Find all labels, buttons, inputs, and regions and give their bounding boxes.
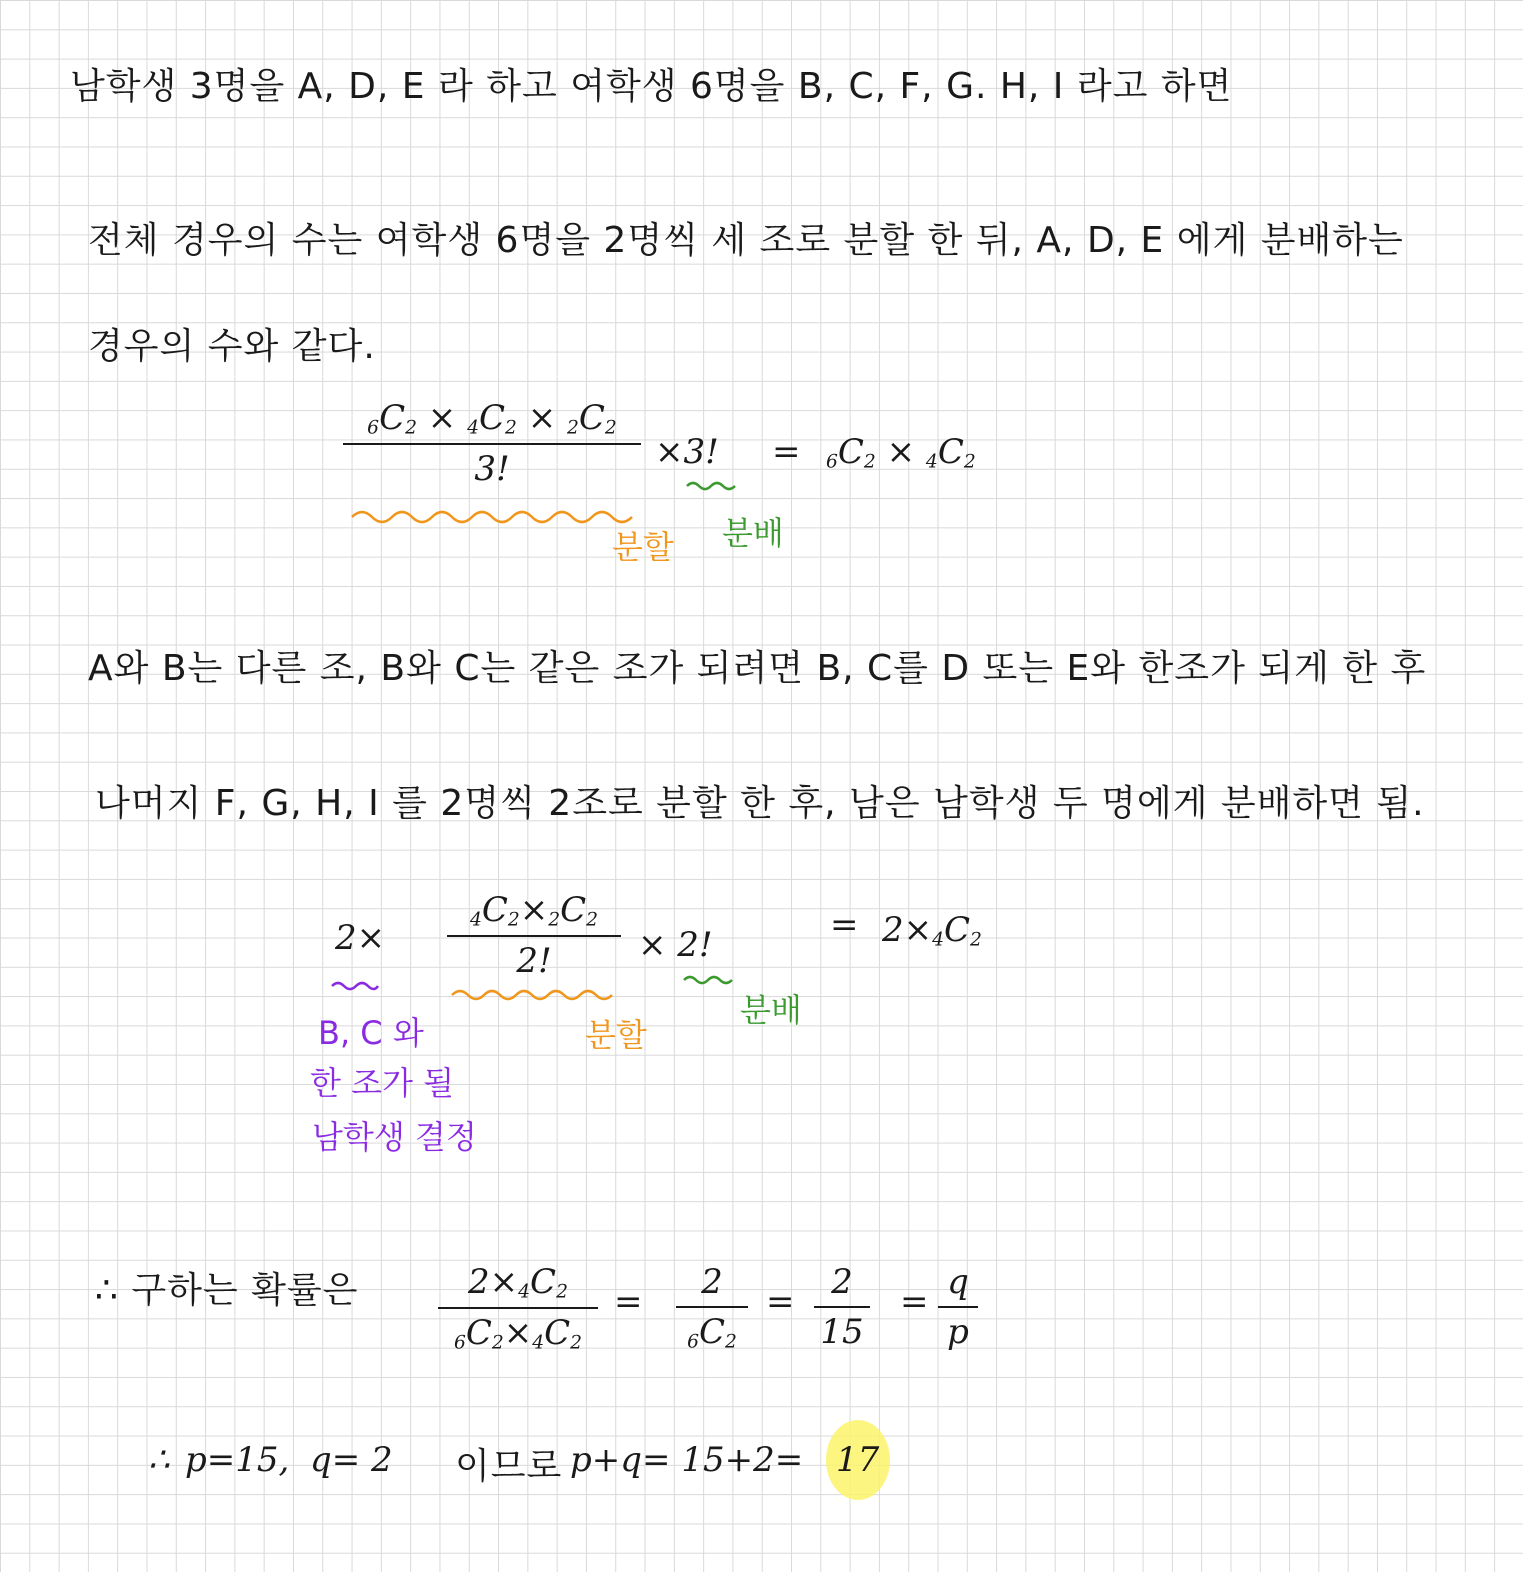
eq2-multiplier: × 2! bbox=[638, 925, 713, 965]
eq3-f3-numerator: 2 bbox=[831, 1262, 853, 1302]
eq2-bc-label-2: 한 조가 될 bbox=[310, 1064, 454, 1102]
eq2-split-label: 분할 bbox=[585, 1016, 647, 1054]
eq3-fraction-3 bbox=[814, 1262, 870, 1352]
eq3-f4-numerator: q bbox=[947, 1262, 969, 1302]
eq3-f1-numerator: $2\times 4C_2$ bbox=[468, 1262, 568, 1303]
eq3-f3-bar bbox=[814, 1306, 870, 1308]
eq2-numerator: $4C_2\times 2C_2$ bbox=[469, 890, 599, 931]
line-3: 경우의 수와 같다. bbox=[88, 326, 376, 367]
line-5: 나머지 F, G, H, I 를 2명씩 2조로 분할 한 후, 남은 남학생 두 명에게 분배하면 됨. bbox=[95, 783, 1425, 824]
eq1-split-underline bbox=[350, 505, 640, 527]
eq2-dist-label: 분배 bbox=[740, 991, 802, 1029]
eq1-multiplier: ×3! bbox=[655, 432, 719, 472]
eq3-f4-denominator: p bbox=[947, 1312, 969, 1352]
final-therefore: ∴ bbox=[148, 1440, 170, 1480]
eq1-numerator: $6C_2 \times 4C_2 \times 2C_2$ bbox=[367, 398, 617, 439]
eq3-f3-denominator: 15 bbox=[820, 1312, 864, 1352]
eq3-equals-2: = bbox=[766, 1282, 795, 1322]
eq2-rhs: $2\times 4C_2$ bbox=[882, 910, 982, 951]
eq2-fraction bbox=[447, 890, 621, 981]
eq3-f2-bar bbox=[676, 1306, 748, 1308]
eq1-dist-label: 분배 bbox=[722, 514, 784, 552]
eq3-fraction-2 bbox=[676, 1262, 748, 1353]
eq3-fraction-1 bbox=[438, 1262, 598, 1353]
eq3-fraction-4 bbox=[938, 1262, 978, 1352]
eq2-denominator: 2! bbox=[516, 940, 552, 981]
line-1: 남학생 3명을 A, D, E 라 하고 여학생 6명을 B, C, F, G. H, I 라고 하면 bbox=[70, 66, 1233, 107]
eq3-f2-numerator: 2 bbox=[701, 1262, 723, 1302]
eq2-bc-label-1: B, C 와 bbox=[318, 1014, 424, 1052]
line-2: 전체 경우의 수는 여학생 6명을 2명씩 세 조로 분할 한 뒤, A, D, E 에게 분배하는 bbox=[88, 220, 1404, 261]
eq2-lead: 2× bbox=[335, 918, 386, 958]
line-4: A와 B는 다른 조, B와 C는 같은 조가 되려면 B, C를 D 또는 E와 한조가 되게 한 후 bbox=[88, 648, 1427, 689]
eq1-fraction bbox=[343, 398, 641, 489]
eq3-f4-bar bbox=[938, 1306, 978, 1308]
eq3-f1-bar bbox=[438, 1307, 598, 1309]
final-sum: p+q= 15+2= bbox=[570, 1440, 804, 1480]
eq1-split-label: 분할 bbox=[612, 528, 674, 566]
eq2-dist-underline bbox=[682, 972, 737, 986]
eq3-f2-denominator: $6C_2$ bbox=[687, 1312, 737, 1353]
eq2-bc-label-3: 남학생 결정 bbox=[312, 1118, 477, 1156]
eq3-equals-3: = bbox=[900, 1282, 929, 1322]
line-6-label: ∴ 구하는 확률은 bbox=[95, 1270, 359, 1311]
eq1-rhs: $6C_2 \times 4C_2$ bbox=[826, 432, 976, 473]
eq1-denominator: 3! bbox=[474, 448, 510, 489]
eq2-fraction-bar bbox=[447, 935, 621, 937]
eq3-f1-denominator: $6C_2\times 4C_2$ bbox=[453, 1312, 583, 1354]
eq2-split-underline bbox=[450, 985, 620, 1003]
eq1-dist-underline bbox=[685, 478, 740, 492]
final-q-value: q= 2 bbox=[310, 1440, 393, 1480]
eq1-equals: = bbox=[772, 432, 801, 472]
final-answer: 17 bbox=[836, 1440, 880, 1480]
final-text: 이므로 bbox=[455, 1446, 563, 1487]
eq1-fraction-bar bbox=[343, 443, 641, 445]
eq2-bc-underline bbox=[330, 978, 380, 992]
eq3-equals-1: = bbox=[614, 1282, 643, 1322]
final-p-value: p=15, bbox=[185, 1440, 290, 1480]
eq2-equals: = bbox=[830, 905, 859, 945]
